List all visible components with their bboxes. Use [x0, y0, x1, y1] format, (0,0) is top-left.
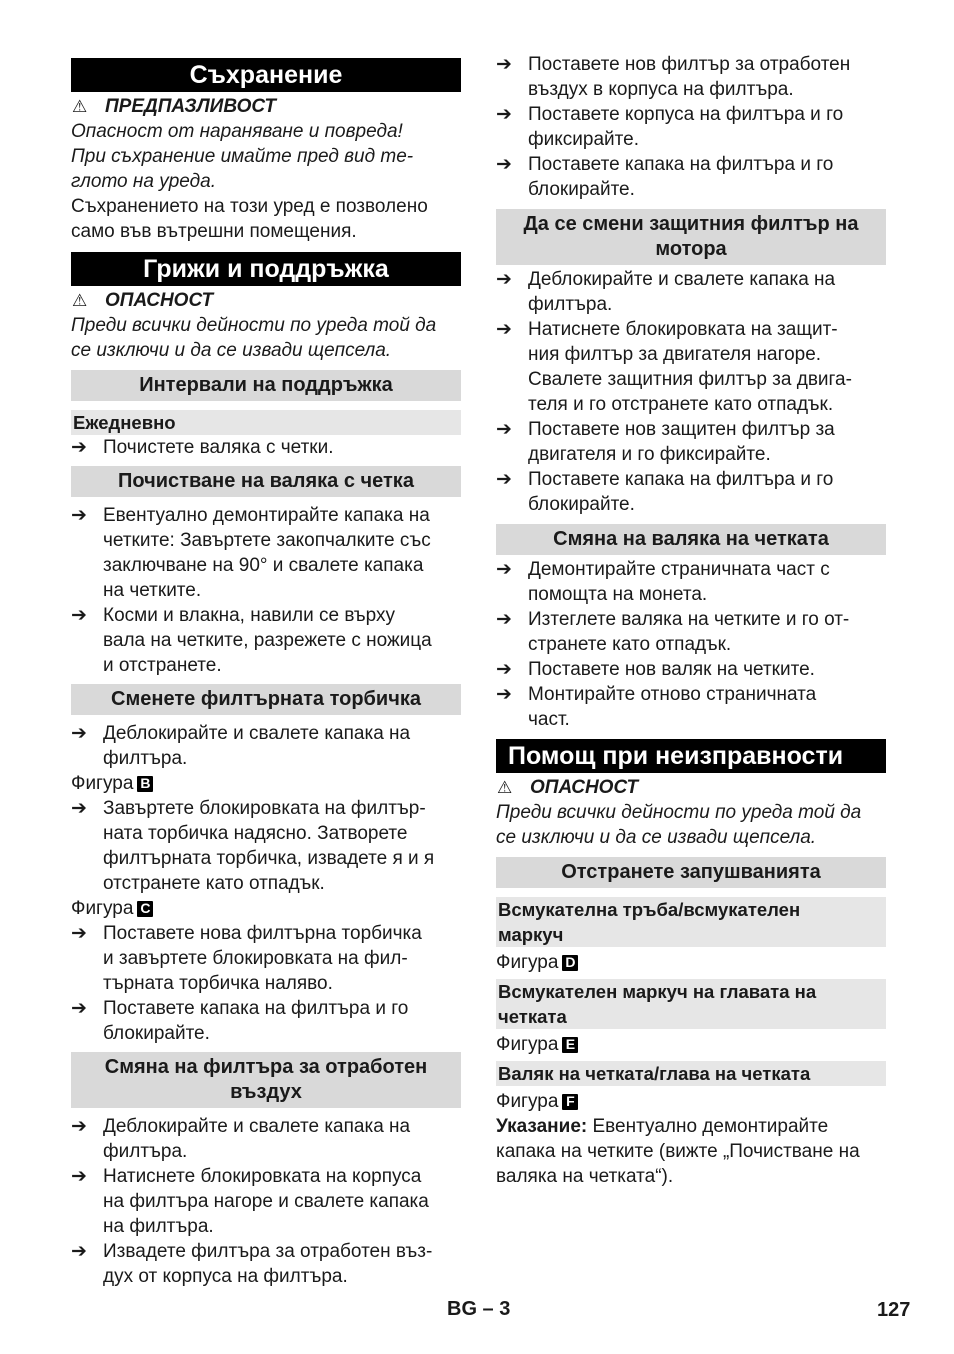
list-item: ➔ Извадете филтъра за отработен въз- дух от корпуса на филтъра.: [71, 1241, 433, 1287]
figure-letter-f: F: [562, 1094, 578, 1110]
arrow-right-icon: ➔: [496, 684, 512, 705]
list-item: ➔ Натиснете блокировката на корпуса на филтъра нагоре и свалете капака на филтъра.: [71, 1166, 429, 1237]
daily-heading: Ежедневно: [71, 410, 461, 435]
figure-letter-c: C: [137, 901, 153, 917]
arrow-right-icon: ➔: [71, 437, 87, 458]
arrow-right-icon: ➔: [71, 1241, 87, 1262]
list-item: ➔ Деблокирайте и свалете капака на филтъра.: [71, 723, 411, 769]
storage-heading: Съхранение: [71, 58, 461, 92]
note-paragraph: Указание: Евентуално демонтирайте капака на четките (вижте „Почистване на валяка на четката“).: [496, 1116, 860, 1187]
list-item: ➔ Поставете нов филтър за отработен въздух в корпуса на филтъра.: [496, 54, 851, 100]
filter-bag-heading: Сменете филтърната торбичка: [71, 684, 461, 715]
arrow-right-icon: ➔: [496, 609, 512, 630]
arrow-right-icon: ➔: [496, 469, 512, 490]
danger-notice: [71, 288, 461, 313]
caution-label: ПРЕДПАЗЛИВОСТ: [105, 96, 276, 117]
right-column: [496, 52, 886, 1189]
arrow-right-icon: ➔: [71, 923, 87, 944]
warning-triangle-icon: ⚠: [497, 778, 513, 797]
left-column: [71, 58, 461, 1289]
exhaust-filter-heading: Смяна на филтъра за отработен въздух: [71, 1052, 461, 1108]
figure-letter-d: D: [562, 955, 578, 971]
figure-ref-c: Фигура C: [71, 896, 461, 921]
list-item: ➔ Поставете нов валяк на четките.: [496, 659, 815, 680]
arrow-right-icon: ➔: [496, 559, 512, 580]
list-item: ➔ Демонтирайте страничната част с помощта на монета.: [496, 559, 830, 605]
arrow-right-icon: ➔: [496, 659, 512, 680]
list-item: ➔ Монтирайте отново страничната част.: [496, 684, 817, 730]
troubleshooting-heading: Помощ при неизправности: [496, 739, 886, 773]
brush-head-hose-heading: Всмукателен маркуч на главата на четката: [496, 979, 886, 1029]
list-item: ➔ Почистете валяка с четки.: [71, 437, 334, 458]
danger-label: ОПАСНОСТ: [530, 777, 639, 798]
caution-text: Опасност от нараняване и повреда! При съхранение имайте пред вид те- глото на уреда.: [71, 121, 414, 192]
danger-notice: [496, 775, 886, 800]
list-item: ➔ Косми и влакна, навили се върху вала на четките, разрежете с ножица и отстранете.: [71, 605, 432, 676]
caution-notice: [71, 94, 461, 119]
arrow-right-icon: ➔: [71, 998, 87, 1019]
figure-ref-d: Фигура D: [496, 950, 886, 975]
roller-head-heading: Валяк на четката/глава на четката: [496, 1061, 886, 1086]
arrow-right-icon: ➔: [71, 798, 87, 819]
warning-triangle-icon: ⚠: [72, 97, 88, 116]
list-item: ➔ Поставете капака на филтъра и го блокирайте.: [71, 998, 409, 1044]
motor-filter-heading: Да се смени защитния филтър на мотора: [496, 209, 886, 265]
care-heading: Грижи и поддръжка: [71, 252, 461, 286]
figure-ref-b: Фигура B: [71, 771, 461, 796]
roller-replace-heading: Смяна на валяка на четката: [496, 524, 886, 555]
danger-text: Преди всички дейности по уреда той да се изключи и да се извади щепсела.: [71, 315, 437, 361]
list-item: ➔ Поставете корпуса на филтъра и го фиксирайте.: [496, 104, 844, 150]
list-item: ➔ Деблокирайте и свалете капака на филтъра.: [71, 1116, 411, 1162]
figure-ref-e: Фигура E: [496, 1032, 886, 1057]
maintenance-intervals-heading: Интервали на поддръжка: [71, 370, 461, 401]
danger-label: ОПАСНОСТ: [105, 290, 214, 311]
arrow-right-icon: ➔: [496, 104, 512, 125]
list-item: ➔ Поставете нов защитен филтър за двигателя и го фиксирайте.: [496, 419, 835, 465]
arrow-right-icon: ➔: [71, 723, 87, 744]
list-item: ➔ Евентуално демонтирайте капака на четките: Завъртете закопчалките със заключване на 90° и свалете капака на четките.: [71, 505, 431, 601]
arrow-right-icon: ➔: [496, 269, 512, 290]
arrow-right-icon: ➔: [71, 505, 87, 526]
arrow-right-icon: ➔: [496, 154, 512, 175]
arrow-right-icon: ➔: [496, 319, 512, 340]
list-item: ➔ Поставете нова филтърна торбичка и завъртете блокировката на фил- търната торбичка наляво.: [71, 923, 422, 994]
page-number: 127: [877, 1299, 911, 1321]
figure-letter-b: B: [137, 776, 153, 792]
list-item: ➔ Поставете капака на филтъра и го блокирайте.: [496, 469, 834, 515]
list-item: ➔ Изтеглете валяка на четките и го от- странете като отпадък.: [496, 609, 850, 655]
arrow-right-icon: ➔: [496, 54, 512, 75]
arrow-right-icon: ➔: [496, 419, 512, 440]
list-item: ➔ Деблокирайте и свалете капака на филтъра.: [496, 269, 836, 315]
note-label: Указание:: [496, 1116, 588, 1137]
list-item: ➔ Завъртете блокировката на филтър- ната торбичка надясно. Затворете филтърната торбичка, извадете я и я отстранете като отпадък.: [71, 798, 435, 894]
arrow-right-icon: ➔: [71, 605, 87, 626]
arrow-right-icon: ➔: [71, 1166, 87, 1187]
footer-section-label: BG – 3: [447, 1298, 511, 1320]
figure-letter-e: E: [562, 1037, 578, 1053]
arrow-right-icon: ➔: [71, 1116, 87, 1137]
danger-text: Преди всички дейности по уреда той да се изключи и да се извади щепсела.: [496, 802, 862, 848]
clean-roller-heading: Почистване на валяка с четка: [71, 466, 461, 497]
clogs-heading: Отстранете запушванията: [496, 857, 886, 888]
suction-hose-heading: Всмукателна тръба/всмукателен маркуч: [496, 897, 886, 947]
list-item: ➔ Натиснете блокировката на защит- ния филтър за двигателя нагоре. Свалете защитния филтър за двига- теля и го отстранете като отпадък.: [496, 319, 852, 415]
warning-triangle-icon: ⚠: [72, 291, 88, 310]
figure-ref-f: Фигура F: [496, 1089, 886, 1114]
list-item: ➔ Поставете капака на филтъра и го блокирайте.: [496, 154, 834, 200]
storage-paragraph: Съхранението на този уред е позволено само във вътрешни помещения.: [71, 196, 428, 242]
